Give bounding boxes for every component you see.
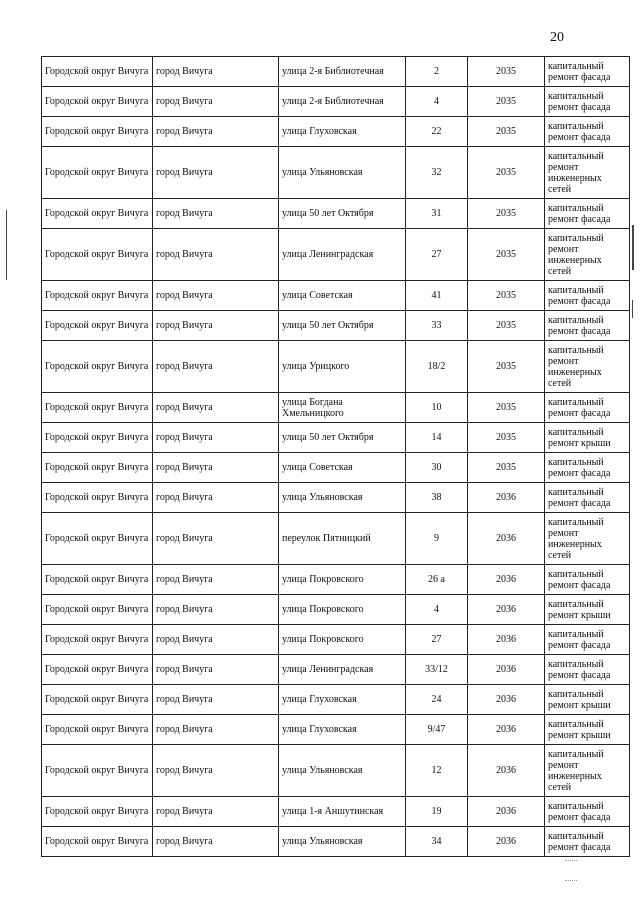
street-cell: улица Покровского <box>279 625 406 655</box>
work-type-cell: капитальный ремонт фасада <box>545 117 630 147</box>
city-cell: город Вичуга <box>153 453 279 483</box>
year-cell: 2035 <box>468 147 545 199</box>
work-type-cell: капитальный ремонт фасада <box>545 311 630 341</box>
year-cell: 2035 <box>468 453 545 483</box>
table-row <box>42 281 630 311</box>
street-cell: улица Ульяновская <box>279 147 406 199</box>
year-cell: 2036 <box>468 655 545 685</box>
street-cell: улица Богдана Хмельницкого <box>279 393 406 423</box>
okrug-cell: Городской округ Вичуга <box>42 595 153 625</box>
city-cell: город Вичуга <box>153 715 279 745</box>
house-number-cell: 4 <box>406 595 468 625</box>
scan-margin-mark <box>632 300 633 318</box>
street-cell: улица Покровского <box>279 565 406 595</box>
city-cell: город Вичуга <box>153 229 279 281</box>
okrug-cell: Городской округ Вичуга <box>42 483 153 513</box>
okrug-cell: Городской округ Вичуга <box>42 393 153 423</box>
house-number-cell: 4 <box>406 87 468 117</box>
okrug-cell: Городской округ Вичуга <box>42 685 153 715</box>
table-row <box>42 311 630 341</box>
work-type-cell: капитальный ремонт крыши <box>545 715 630 745</box>
city-cell: город Вичуга <box>153 685 279 715</box>
table-row <box>42 513 630 565</box>
table-row <box>42 745 630 797</box>
house-number-cell: 9 <box>406 513 468 565</box>
table-row <box>42 715 630 745</box>
table-row <box>42 827 630 857</box>
scan-margin-mark <box>632 225 634 270</box>
work-type-cell: капитальный ремонт фасада <box>545 393 630 423</box>
work-type-cell: капитальный ремонт инженерных сетей <box>545 229 630 281</box>
street-cell: улица Урицкого <box>279 341 406 393</box>
work-type-cell: капитальный ремонт фасада <box>545 565 630 595</box>
house-number-cell: 33 <box>406 311 468 341</box>
table-row <box>42 685 630 715</box>
house-number-cell: 38 <box>406 483 468 513</box>
city-cell: город Вичуга <box>153 797 279 827</box>
year-cell: 2036 <box>468 827 545 857</box>
table-row <box>42 625 630 655</box>
city-cell: город Вичуга <box>153 745 279 797</box>
okrug-cell: Городской округ Вичуга <box>42 797 153 827</box>
city-cell: город Вичуга <box>153 57 279 87</box>
table-row <box>42 199 630 229</box>
year-cell: 2035 <box>468 393 545 423</box>
year-cell: 2036 <box>468 797 545 827</box>
house-number-cell: 18/2 <box>406 341 468 393</box>
table-row <box>42 483 630 513</box>
scan-dots <box>565 880 577 882</box>
city-cell: город Вичуга <box>153 483 279 513</box>
house-number-cell: 10 <box>406 393 468 423</box>
year-cell: 2035 <box>468 199 545 229</box>
year-cell: 2036 <box>468 595 545 625</box>
house-number-cell: 41 <box>406 281 468 311</box>
scan-dots <box>565 860 577 862</box>
street-cell: улица Глуховская <box>279 715 406 745</box>
table-row <box>42 565 630 595</box>
okrug-cell: Городской округ Вичуга <box>42 229 153 281</box>
okrug-cell: Городской округ Вичуга <box>42 827 153 857</box>
okrug-cell: Городской округ Вичуга <box>42 655 153 685</box>
city-cell: город Вичуга <box>153 625 279 655</box>
okrug-cell: Городской округ Вичуга <box>42 117 153 147</box>
okrug-cell: Городской округ Вичуга <box>42 745 153 797</box>
city-cell: город Вичуга <box>153 311 279 341</box>
city-cell: город Вичуга <box>153 655 279 685</box>
table-row <box>42 147 630 199</box>
year-cell: 2035 <box>468 311 545 341</box>
house-number-cell: 14 <box>406 423 468 453</box>
year-cell: 2036 <box>468 685 545 715</box>
work-type-cell: капитальный ремонт инженерных сетей <box>545 147 630 199</box>
okrug-cell: Городской округ Вичуга <box>42 715 153 745</box>
house-number-cell: 33/12 <box>406 655 468 685</box>
street-cell: переулок Пятницкий <box>279 513 406 565</box>
street-cell: улица 2-я Библиотечная <box>279 57 406 87</box>
okrug-cell: Городской округ Вичуга <box>42 57 153 87</box>
table-row <box>42 393 630 423</box>
street-cell: улица Ульяновская <box>279 745 406 797</box>
year-cell: 2036 <box>468 513 545 565</box>
city-cell: город Вичуга <box>153 117 279 147</box>
okrug-cell: Городской округ Вичуга <box>42 423 153 453</box>
table-row <box>42 117 630 147</box>
street-cell: улица 50 лет Октября <box>279 199 406 229</box>
work-type-cell: капитальный ремонт инженерных сетей <box>545 745 630 797</box>
okrug-cell: Городской округ Вичуга <box>42 453 153 483</box>
street-cell: улица Советская <box>279 453 406 483</box>
street-cell: улица Ульяновская <box>279 483 406 513</box>
table-row <box>42 797 630 827</box>
table-row <box>42 87 630 117</box>
work-type-cell: капитальный ремонт крыши <box>545 423 630 453</box>
work-type-cell: капитальный ремонт фасада <box>545 655 630 685</box>
city-cell: город Вичуга <box>153 565 279 595</box>
street-cell: улица Глуховская <box>279 685 406 715</box>
house-number-cell: 9/47 <box>406 715 468 745</box>
work-type-cell: капитальный ремонт крыши <box>545 595 630 625</box>
city-cell: город Вичуга <box>153 595 279 625</box>
house-number-cell: 24 <box>406 685 468 715</box>
street-cell: улица Советская <box>279 281 406 311</box>
work-type-cell: капитальный ремонт крыши <box>545 685 630 715</box>
street-cell: улица 50 лет Октября <box>279 311 406 341</box>
okrug-cell: Городской округ Вичуга <box>42 565 153 595</box>
house-number-cell: 27 <box>406 625 468 655</box>
work-type-cell: капитальный ремонт фасада <box>545 199 630 229</box>
year-cell: 2036 <box>468 625 545 655</box>
house-number-cell: 26 а <box>406 565 468 595</box>
year-cell: 2036 <box>468 745 545 797</box>
okrug-cell: Городской округ Вичуга <box>42 513 153 565</box>
city-cell: город Вичуга <box>153 87 279 117</box>
okrug-cell: Городской округ Вичуга <box>42 281 153 311</box>
year-cell: 2035 <box>468 57 545 87</box>
okrug-cell: Городской округ Вичуга <box>42 311 153 341</box>
table-row <box>42 423 630 453</box>
city-cell: город Вичуга <box>153 199 279 229</box>
year-cell: 2035 <box>468 423 545 453</box>
work-type-cell: капитальный ремонт фасада <box>545 453 630 483</box>
house-number-cell: 22 <box>406 117 468 147</box>
table-row <box>42 655 630 685</box>
street-cell: улица 2-я Библиотечная <box>279 87 406 117</box>
house-number-cell: 12 <box>406 745 468 797</box>
work-type-cell: капитальный ремонт фасада <box>545 87 630 117</box>
work-type-cell: капитальный ремонт фасада <box>545 827 630 857</box>
house-number-cell: 34 <box>406 827 468 857</box>
work-type-cell: капитальный ремонт инженерных сетей <box>545 341 630 393</box>
page-number: 20 <box>550 30 564 45</box>
street-cell: улица Глуховская <box>279 117 406 147</box>
street-cell: улица 50 лет Октября <box>279 423 406 453</box>
work-type-cell: капитальный ремонт фасада <box>545 483 630 513</box>
street-cell: улица 1-я Аншутинская <box>279 797 406 827</box>
year-cell: 2035 <box>468 87 545 117</box>
street-cell: улица Ленинградская <box>279 229 406 281</box>
table-row <box>42 595 630 625</box>
city-cell: город Вичуга <box>153 341 279 393</box>
house-number-cell: 30 <box>406 453 468 483</box>
city-cell: город Вичуга <box>153 147 279 199</box>
housing-repair-table <box>41 56 630 857</box>
city-cell: город Вичуга <box>153 513 279 565</box>
city-cell: город Вичуга <box>153 827 279 857</box>
year-cell: 2035 <box>468 341 545 393</box>
year-cell: 2035 <box>468 117 545 147</box>
work-type-cell: капитальный ремонт инженерных сетей <box>545 513 630 565</box>
okrug-cell: Городской округ Вичуга <box>42 87 153 117</box>
house-number-cell: 2 <box>406 57 468 87</box>
work-type-cell: капитальный ремонт фасада <box>545 625 630 655</box>
year-cell: 2035 <box>468 229 545 281</box>
house-number-cell: 31 <box>406 199 468 229</box>
year-cell: 2036 <box>468 715 545 745</box>
street-cell: улица Ульяновская <box>279 827 406 857</box>
scan-margin-mark <box>6 210 7 280</box>
work-type-cell: капитальный ремонт фасада <box>545 281 630 311</box>
year-cell: 2036 <box>468 483 545 513</box>
table-row <box>42 229 630 281</box>
work-type-cell: капитальный ремонт фасада <box>545 57 630 87</box>
table-row <box>42 453 630 483</box>
table-row <box>42 341 630 393</box>
street-cell: улица Ленинградская <box>279 655 406 685</box>
year-cell: 2036 <box>468 565 545 595</box>
city-cell: город Вичуга <box>153 281 279 311</box>
okrug-cell: Городской округ Вичуга <box>42 341 153 393</box>
house-number-cell: 27 <box>406 229 468 281</box>
street-cell: улица Покровского <box>279 595 406 625</box>
year-cell: 2035 <box>468 281 545 311</box>
okrug-cell: Городской округ Вичуга <box>42 625 153 655</box>
house-number-cell: 32 <box>406 147 468 199</box>
city-cell: город Вичуга <box>153 423 279 453</box>
table-body <box>42 57 630 857</box>
city-cell: город Вичуга <box>153 393 279 423</box>
work-type-cell: капитальный ремонт фасада <box>545 797 630 827</box>
house-number-cell: 19 <box>406 797 468 827</box>
okrug-cell: Городской округ Вичуга <box>42 147 153 199</box>
okrug-cell: Городской округ Вичуга <box>42 199 153 229</box>
table-row <box>42 57 630 87</box>
